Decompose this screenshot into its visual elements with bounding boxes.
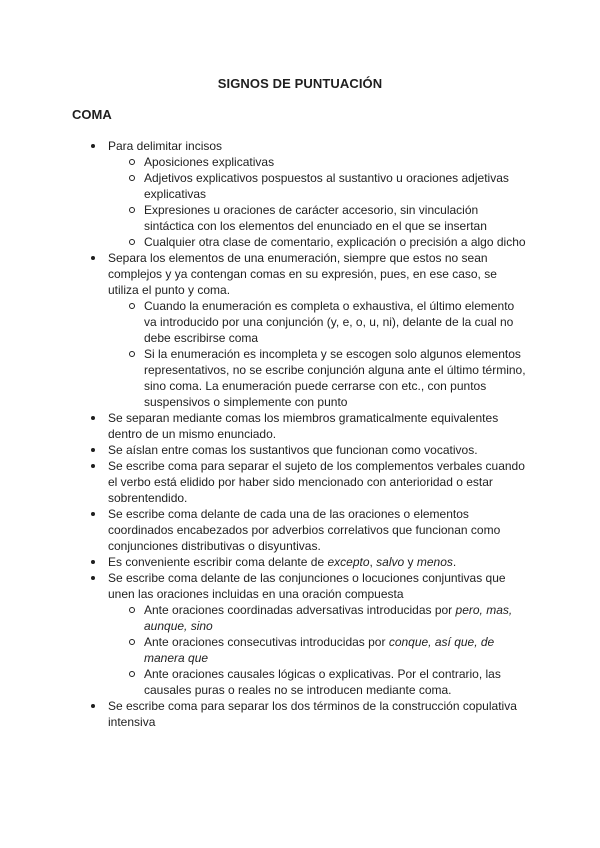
list-item-text: Separa los elementos de una enumeración, siempre que estos no sean complejos y ya contengan comas en su expresión, pues, en ese caso, se utiliza el punto y coma. (108, 251, 497, 297)
sub-list-item-text: Ante oraciones causales lógicas o explicativas. Por el contrario, las causales puras o reales no se introducen mediante coma. (144, 667, 501, 697)
sub-list-item-text: Ante oraciones consecutivas introducidas por (144, 635, 389, 649)
italic-term: salvo (376, 555, 405, 569)
list-item: Se separan mediante comas los miembros gramaticalmente equivalentes dentro de un mismo enunciado. (108, 410, 528, 442)
list-item: Se escribe coma delante de cada una de las oraciones o elementos coordinados encabezados por adverbios correlativos que funcionan como conjunciones distributivas o disyuntivas. (108, 506, 528, 554)
list-item: Se escribe coma para separar los dos términos de la construcción copulativa intensiva (108, 698, 528, 730)
list-item-text: Para delimitar incisos (108, 139, 223, 153)
list-item-text: Se escribe coma delante de las conjunciones o locuciones conjuntivas que unen las oraciones incluidas en una oración compuesta (108, 571, 506, 601)
sub-list (144, 602, 529, 698)
list-item-text: Es conveniente escribir coma delante de (108, 555, 328, 569)
list-item (108, 554, 528, 570)
italic-term: pero, mas, aunque, sino (144, 603, 513, 633)
sub-list-item (144, 634, 529, 666)
sub-list-item (144, 602, 529, 634)
list-item: Se aíslan entre comas los sustantivos que funcionan como vocativos. (108, 442, 528, 458)
sub-list-item (144, 666, 529, 698)
sub-list-item: Si la enumeración es incompleta y se escogen solo algunos elementos representativos, no se escribe conjunción alguna ante el último término, sino coma. La enumeración puede cerrarse con etc., con puntos suspensivos o simplemente con punto (144, 346, 529, 410)
bullet-list (108, 138, 528, 730)
sub-list (144, 154, 529, 250)
separator-text: , (369, 555, 377, 569)
sub-list-item: Cualquier otra clase de comentario, explicación o precisión a algo dicho (144, 234, 529, 250)
section-heading: COMA (72, 107, 112, 122)
italic-term: excepto (327, 555, 370, 569)
sub-list-item: Adjetivos explicativos pospuestos al sustantivo u oraciones adjetivas explicativas (144, 170, 529, 202)
list-item: Se escribe coma para separar el sujeto de los complementos verbales cuando el verbo está elidido por haber sido mencionado con anterioridad o estar sobrentendido. (108, 458, 528, 506)
sub-list-item-text: Ante oraciones coordinadas adversativas introducidas por (144, 603, 456, 617)
list-item (108, 250, 528, 410)
separator-text: y (404, 555, 417, 569)
separator-text: . (452, 555, 457, 569)
sub-list-item: Cuando la enumeración es completa o exhaustiva, el último elemento va introducido por una conjunción (y, e, o, u, ni), delante de la cual no debe escribirse coma (144, 298, 529, 346)
page-title: SIGNOS DE PUNTUACIÓN (217, 76, 383, 91)
list-item (108, 138, 528, 250)
italic-term: menos (416, 555, 453, 569)
italic-term: conque, así que, de manera que (144, 635, 495, 665)
list-item (108, 570, 528, 698)
sub-list (144, 298, 529, 410)
sub-list-item: Aposiciones explicativas (144, 154, 529, 170)
sub-list-item: Expresiones u oraciones de carácter accesorio, sin vinculación sintáctica con los elementos del enunciado en el que se insertan (144, 202, 529, 234)
